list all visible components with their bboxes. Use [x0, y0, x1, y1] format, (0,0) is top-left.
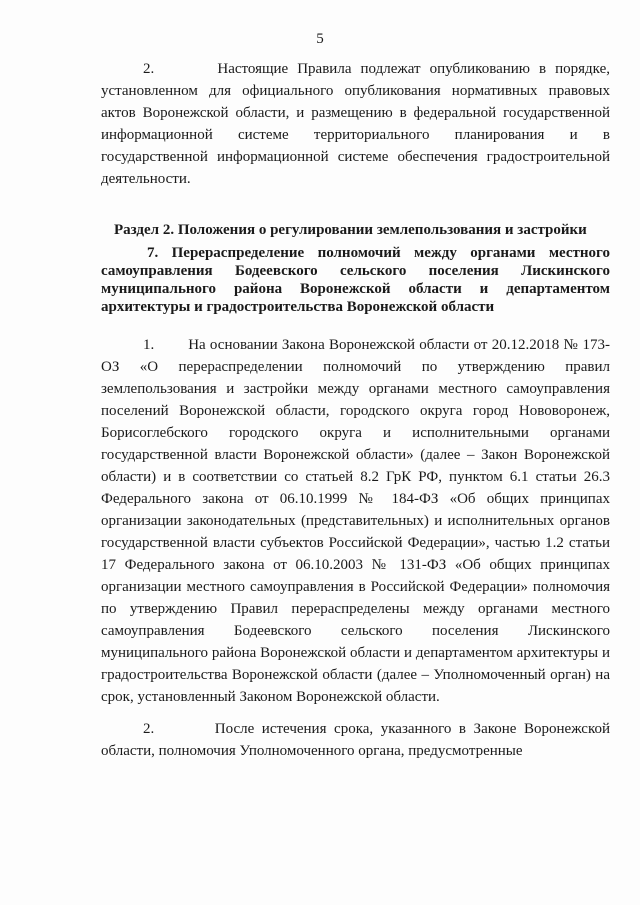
subsection-7-paragraph-1-text: На основании Закона Воронежской области от 20.12.2018 № 173-ОЗ «О перераспределении полномочий по утверждению правил землепользования и застройки между органами местного самоуправления поселений Воронежской области, городского округа город Нововоронеж, Борисоглебского городского округа и исполнительными органами государственной власти Воронежской области» (далее – Закон Воронежской области) и в соответствии со статьей 8.2 ГрК РФ, пунктом 6.1 статьи 26.3 Федерального закона от 06.10.1999 № 184-ФЗ «Об общих принципах организации законодательных (представительных) и исполнительных органов государственной власти субъектов Российской Федерации», частью 1.2 статьи 17 Федерального закона от 06.10.2003 № 131-ФЗ «Об общих принципах организации местного самоуправления в Российской Федерации» полномочия по утверждению Правил перераспределены между органами местного самоуправления Бодеевского сельского поселения Лискинского муниципального района Воронежской области и департаментом архитектуры и градостроительства Воронежской области (далее – Уполномоченный орган) на срок, установленный Законом Воронежской области. — [101, 337, 611, 705]
subsection-7-paragraph-1 — [101, 334, 610, 708]
paragraph-2-text: Настоящие Правила подлежат опубликованию в порядке, установленном для официального опубликования нормативных правовых актов Воронежской области, и размещению в федеральной государственной информационной системе территориального планирования и в государственной информационной системе обеспечения градостроительной деятельности. — [101, 61, 610, 187]
subsection-7-paragraph-2-text: После истечения срока, указанного в Законе Воронежской области, полномочия Уполномоченного органа, предусмотренные — [101, 721, 610, 759]
subsection-7-paragraph-1-number: 1. — [143, 337, 155, 353]
subsection-7-title: 7. Перераспределение полномочий между органами местного самоуправления Бодеевского сельского поселения Лискинского муниципального района Воронежской области и департаментом архитектуры и градостроительства Воронежской области — [101, 245, 610, 315]
document-body — [101, 58, 610, 762]
subsection-7-paragraph-2-number: 2. — [143, 721, 155, 737]
paragraph-2 — [101, 58, 610, 190]
subsection-7-paragraph-2 — [101, 718, 610, 762]
paragraph-2-number: 2. — [143, 61, 155, 77]
section-2-title: Раздел 2. Положения о регулировании землепользования и застройки — [114, 222, 587, 238]
page-number: 5 — [316, 31, 324, 47]
